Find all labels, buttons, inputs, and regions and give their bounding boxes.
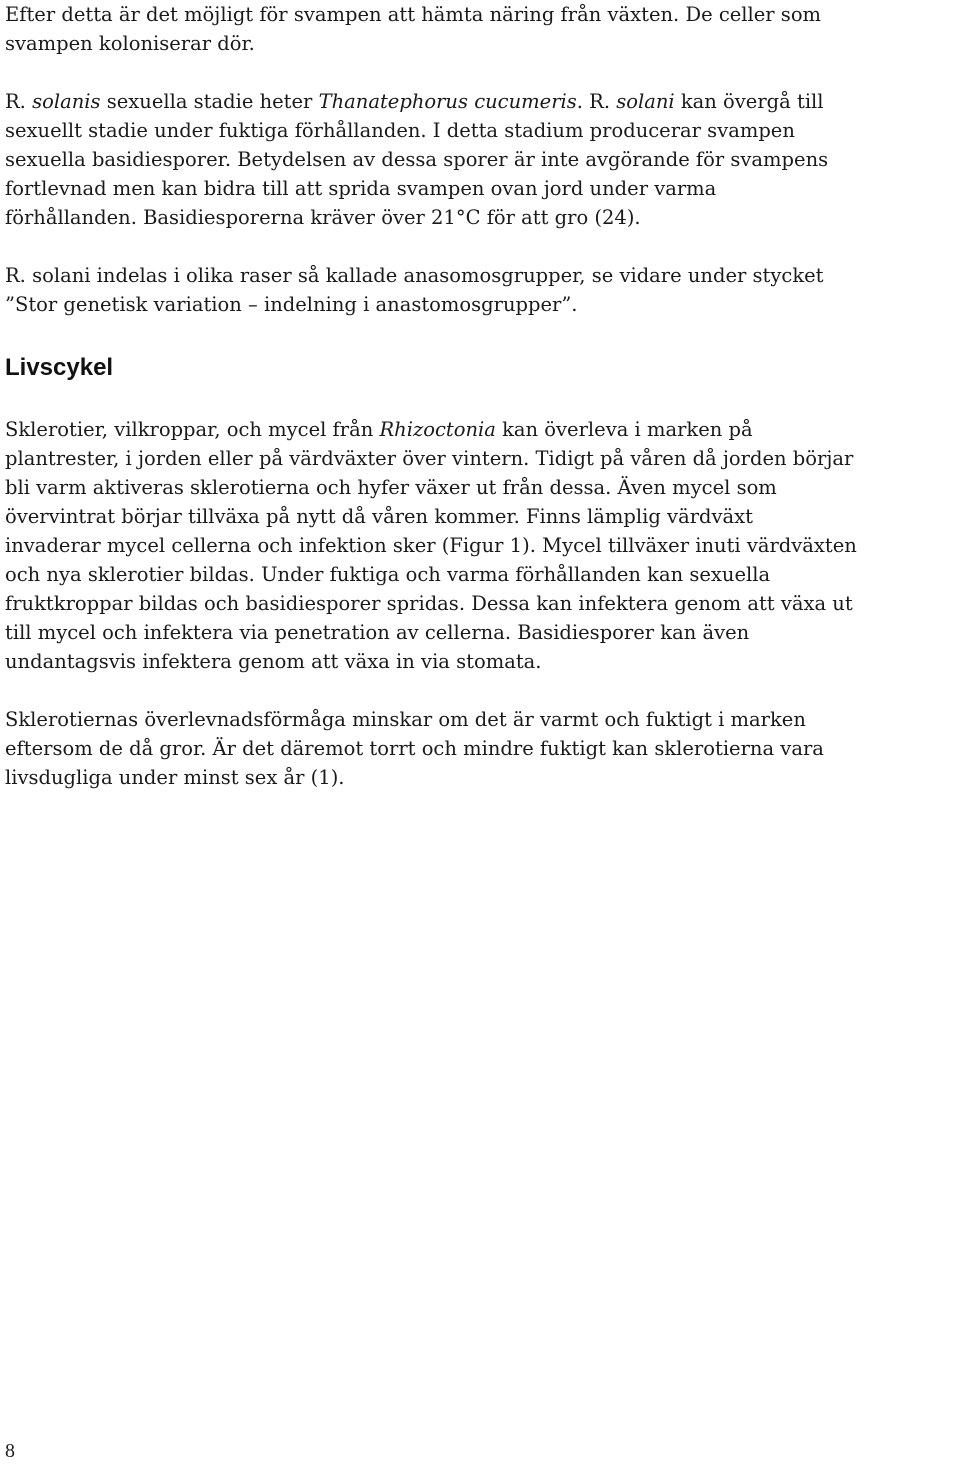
text-run: Sklerotier, vilkroppar, och mycel från — [5, 418, 380, 441]
sexual-stage-paragraph — [5, 87, 955, 232]
teleomorph-name-italic: Thanatephorus cucumeris — [318, 90, 577, 113]
document-page — [5, 0, 955, 792]
genus-name-italic: Rhizoctonia — [379, 418, 496, 441]
text-run: R. — [5, 90, 33, 113]
section-heading-livscykel: Livscykel — [5, 354, 114, 381]
text-run: kan övergå till sexuellt stadie under fuktiga förhållanden. I detta stadium producerar svampen sexuella basidiesporer. Betydelsen av dessa sporer är inte avgörande för svampens fortlevnad men kan bidra till att sprida svampen ovan jord under varma förhållanden. Basidiesporerna kräver över 21°C för att gro (24). — [5, 90, 829, 229]
text-run: . R. — [576, 90, 617, 113]
intro-line-2: svampen koloniserar dör. — [5, 32, 255, 55]
lifecycle-paragraph — [5, 415, 955, 676]
text-run: sexuella stadie heter — [100, 90, 319, 113]
anastomosis-paragraph: R. solani indelas i olika raser så kallade anasomosgrupper, se vidare under stycket ”Stor genetisk variation – indelning i anastomosgrupper”. — [5, 264, 824, 316]
species-name-italic: solani — [616, 90, 675, 113]
survival-paragraph: Sklerotiernas överlevnadsförmåga minskar om det är varmt och fuktigt i marken eftersom de då gror. Är det däremot torrt och mindre fuktigt kan sklerotierna vara livsdugliga under minst sex år (1). — [5, 708, 824, 789]
text-run: kan överleva i marken på plantrester, i jorden eller på värdväxter över vintern. Tidigt på våren då jorden börjar bli varm aktiveras sklerotierna och hyfer växer ut från dessa. Även mycel som övervintrat börjar tillväxa på nytt då våren kommer. Finns lämplig värdväxt invaderar mycel cellerna och infektion sker (Figur 1). Mycel tillväxer inuti värdväxten och nya sklerotier bildas. Under fuktiga och varma förhållanden kan sexuella fruktkroppar bildas och basidiesporer spridas. Dessa kan infektera genom att växa ut till mycel och infektera via penetration av cellerna. Basidiesporer kan även undantagsvis infektera genom att växa in via stomata. — [5, 418, 857, 673]
intro-paragraph — [5, 0, 955, 58]
page-number: 8 — [5, 1440, 15, 1462]
intro-line-1: Efter detta är det möjligt för svampen att hämta näring från växten. De celler som — [5, 3, 822, 26]
species-name-italic: solanis — [32, 90, 101, 113]
